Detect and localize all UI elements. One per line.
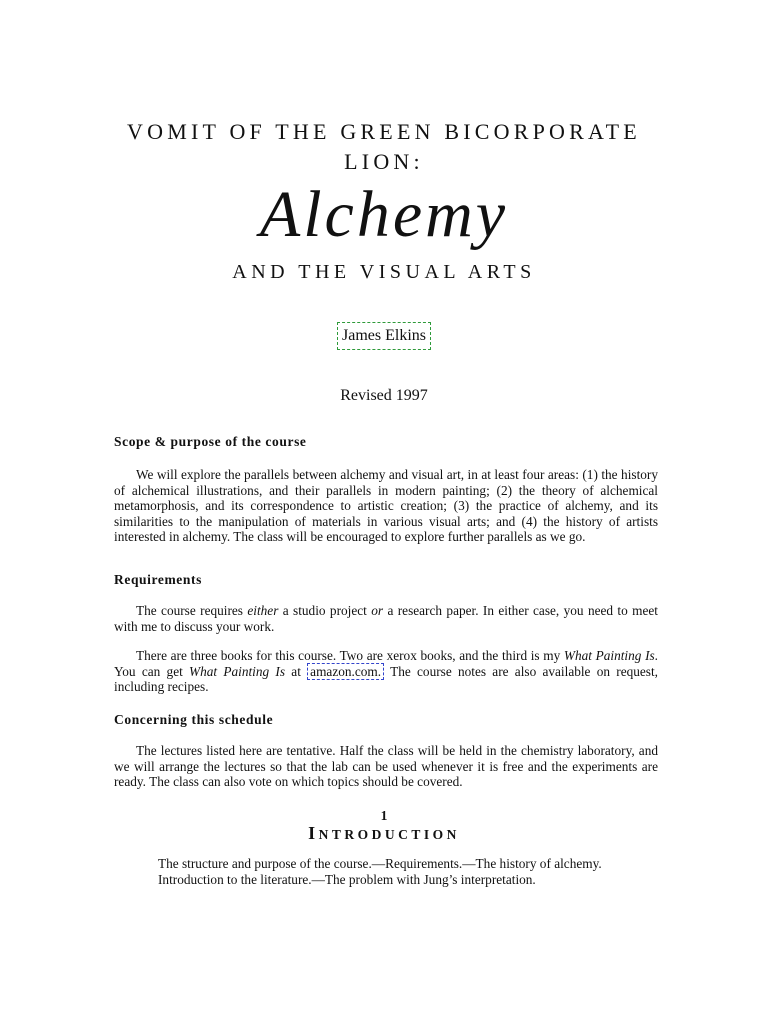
document-title-main: Alchemy bbox=[259, 178, 509, 251]
req2-text-d: The course notes are also available on request, including recipes. bbox=[114, 663, 658, 694]
chapter-title-initial: I bbox=[308, 823, 319, 843]
author-link[interactable]: James Elkins bbox=[337, 322, 431, 350]
schedule-text: The lectures listed here are tentative. Half the class will be held in the chemistry laboratory, and we will arrange the lectures so that the lab can be used whenever it is free and the experiments are ready. The class can also vote on which topics should be covered. bbox=[114, 743, 658, 789]
chapter-outline bbox=[158, 856, 628, 887]
req1-text-a: The course requires bbox=[136, 603, 248, 618]
outline-item: The structure and purpose of the course.—Requirements.—The history of alchemy. bbox=[158, 856, 602, 871]
document-subtitle: AND THE VISUAL ARTS bbox=[232, 261, 536, 283]
title-line-2: LION: bbox=[344, 149, 424, 174]
document-title-top bbox=[0, 117, 768, 177]
amazon-link[interactable]: amazon.com. bbox=[307, 663, 384, 680]
title-line-1: VOMIT OF THE GREEN BICORPORATE bbox=[127, 119, 641, 144]
author-block bbox=[0, 322, 768, 350]
paragraph-scope bbox=[114, 467, 658, 545]
req2-book-title-1: What Painting Is bbox=[563, 648, 655, 663]
chapter-title bbox=[0, 823, 768, 844]
paragraph-schedule bbox=[114, 743, 658, 790]
section-heading-schedule: Concerning this schedule bbox=[114, 712, 274, 727]
scope-text: We will explore the parallels between alchemy and visual art, in at least four areas: (1) the history of alchemical illustrations, and their parallels in modern painting; (2) the theory of alchemical metamorphosis, and its correspondence to artistic creation; (3) the practice of alchemy, and its similarities to the manipulation of materials in various visual arts; and (4) the history of artists interested in alchemy. The class will be encouraged to explore further parallels as we go. bbox=[114, 467, 658, 544]
req2-text-a: There are three books for this course. Two are xerox books, and the third is my bbox=[136, 648, 564, 663]
req1-either: either bbox=[247, 603, 279, 618]
req2-book-title-2: What Painting Is bbox=[189, 663, 286, 679]
outline-item: Introduction to the literature.—The problem with Jung’s interpretation. bbox=[158, 871, 536, 887]
paragraph-requirements-2 bbox=[114, 648, 658, 695]
req1-text-b: a studio project bbox=[278, 603, 372, 618]
req2-text-c: at bbox=[285, 663, 308, 679]
section-heading-scope: Scope & purpose of the course bbox=[114, 434, 307, 449]
req1-text-c: a research paper. In either case, you need to meet with me to discuss your work. bbox=[114, 603, 659, 634]
chapter-title-rest: NTRODUCTION bbox=[318, 827, 460, 842]
req2-text-b: . You can get bbox=[114, 648, 658, 679]
chapter-number: 1 bbox=[380, 808, 388, 823]
paragraph-requirements-1 bbox=[114, 603, 658, 634]
section-heading-requirements: Requirements bbox=[114, 572, 202, 587]
req1-or: or bbox=[371, 603, 384, 618]
revision-date: Revised 1997 bbox=[340, 387, 428, 404]
